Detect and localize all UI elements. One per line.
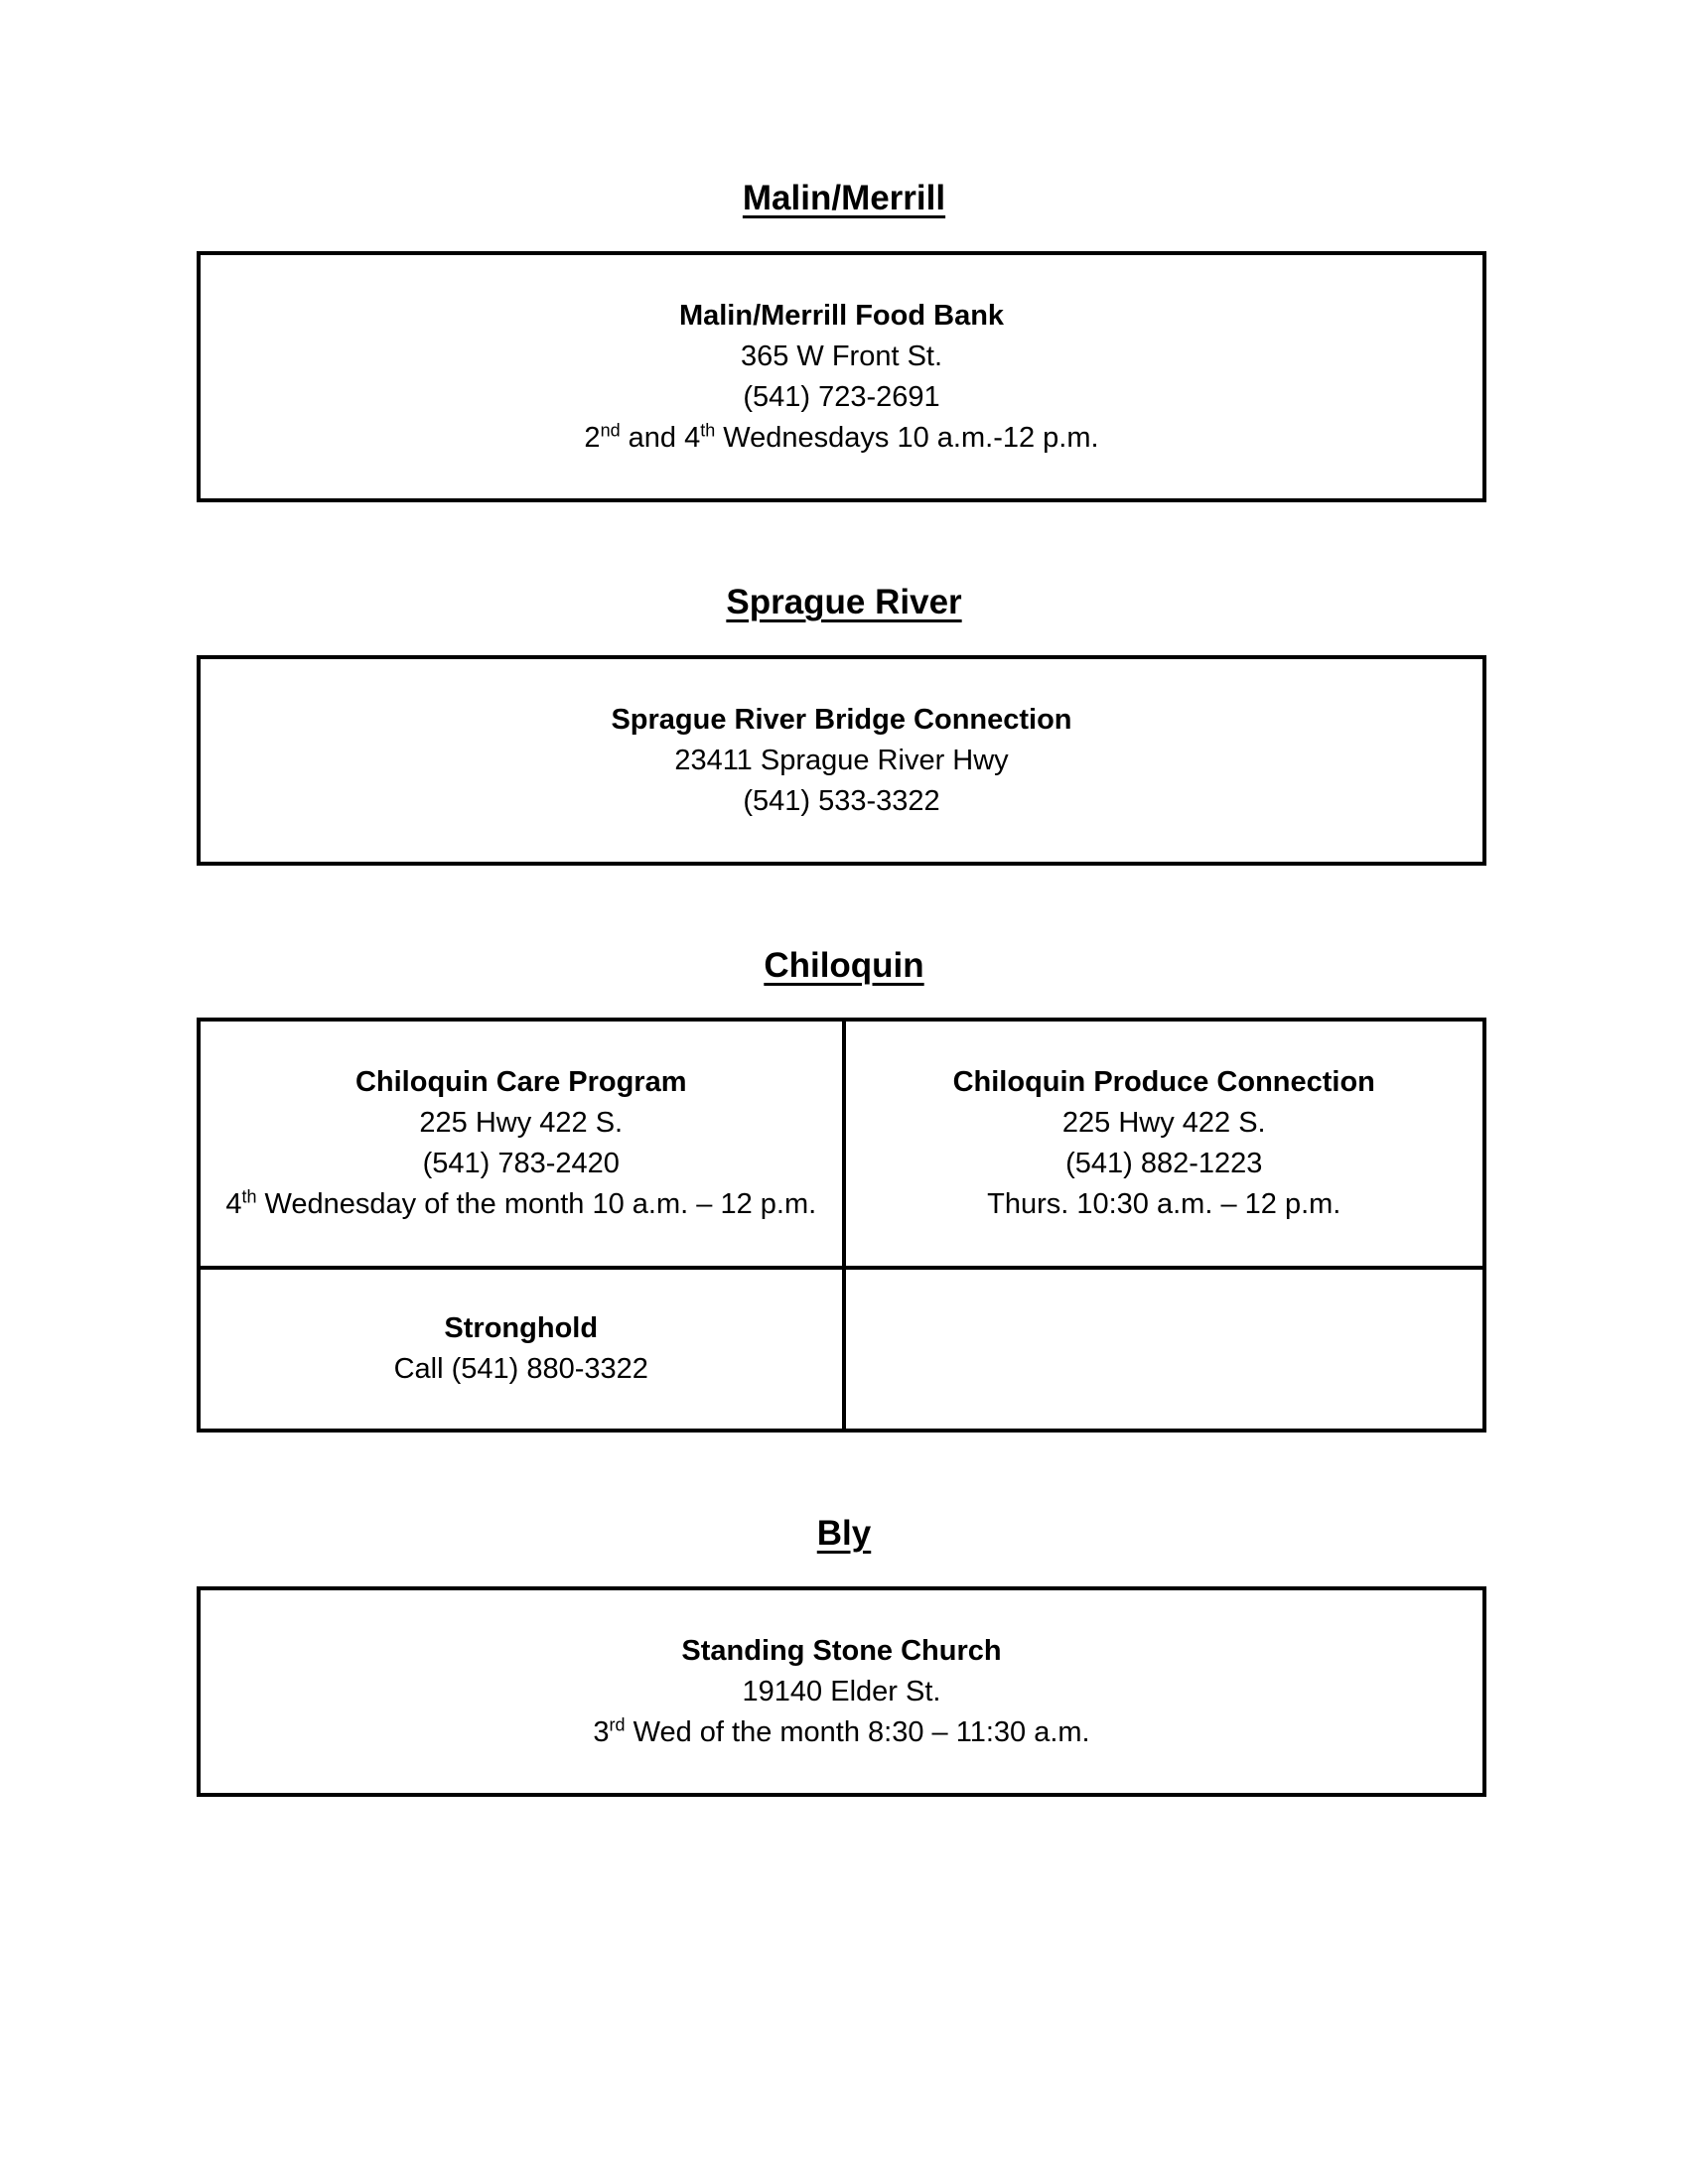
sprague-river-bridge-connection-box: [197, 655, 1486, 866]
listing-schedule: 4th Wednesday of the month 10 a.m. – 12 p.m.: [225, 1186, 817, 1220]
listing-phone: (541) 723-2691: [743, 380, 940, 413]
listing-address: 365 W Front St.: [740, 340, 943, 372]
chiloquin-table: [197, 1018, 1486, 1433]
empty-cell: [842, 1266, 1483, 1429]
listing-name: Malin/Merrill Food Bank: [678, 299, 1005, 332]
listing-name: Stronghold: [444, 1312, 599, 1344]
listing-phone: (541) 533-3322: [743, 784, 940, 817]
chiloquin-produce-connection-cell: [842, 1022, 1483, 1266]
section-title-malin-merrill: Malin/Merrill: [742, 179, 946, 217]
section-title-chiloquin: Chiloquin: [764, 946, 924, 985]
listing-name: Chiloquin Produce Connection: [952, 1066, 1375, 1098]
listing-schedule: Thurs. 10:30 a.m. – 12 p.m.: [987, 1188, 1341, 1220]
stronghold-cell: [201, 1266, 842, 1429]
listing-phone: (541) 783-2420: [422, 1148, 620, 1179]
chiloquin-care-program-cell: [201, 1022, 842, 1266]
listing-phone: (541) 882-1223: [1065, 1148, 1263, 1179]
section-title-bly: Bly: [816, 1514, 872, 1553]
listing-schedule: 2nd and 4th Wednesdays 10 a.m.-12 p.m.: [584, 419, 1099, 454]
standing-stone-church-box: [197, 1586, 1486, 1797]
listing-address: 225 Hwy 422 S.: [419, 1107, 624, 1139]
listing-name: Standing Stone Church: [681, 1634, 1002, 1667]
malin-merrill-food-bank-box: [197, 251, 1486, 502]
section-title-sprague-river: Sprague River: [726, 583, 962, 621]
listing-address: 23411 Sprague River Hwy: [674, 744, 1009, 776]
listing-address: 225 Hwy 422 S.: [1061, 1107, 1266, 1139]
listing-address: 19140 Elder St.: [742, 1675, 941, 1707]
listing-phone: Call (541) 880-3322: [393, 1353, 648, 1385]
listing-schedule: 3rd Wed of the month 8:30 – 11:30 a.m.: [593, 1713, 1090, 1748]
listing-name: Chiloquin Care Program: [354, 1066, 687, 1098]
listing-name: Sprague River Bridge Connection: [611, 703, 1072, 736]
